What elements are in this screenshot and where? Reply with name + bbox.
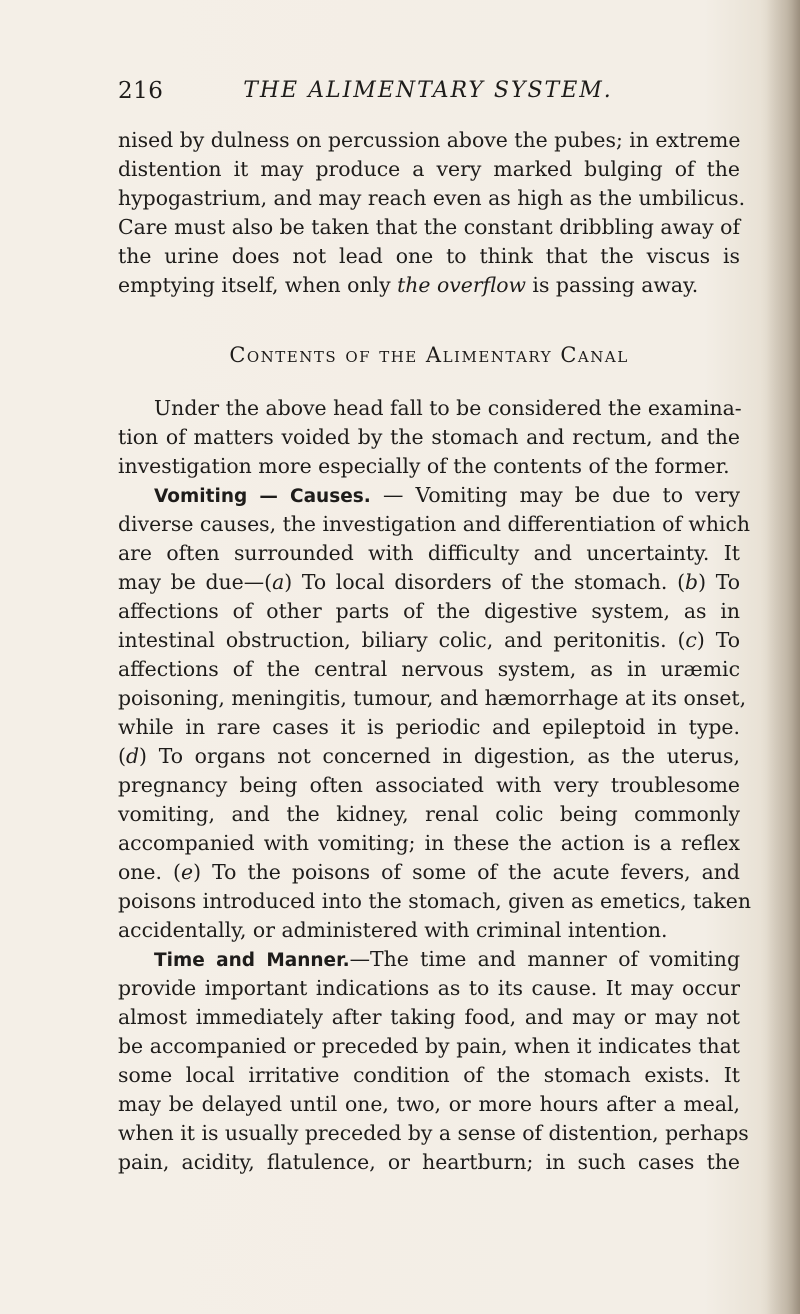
text-line: [118, 916, 740, 945]
text-line: [118, 423, 740, 452]
text-line: [118, 213, 740, 242]
text-run: ) To the poisons of some of the acute fevers, and: [193, 860, 740, 884]
text-run: distention it may produce a very marked bulging of the: [118, 157, 740, 181]
text-line: [118, 829, 740, 858]
text-run: may be due—(: [118, 570, 273, 594]
text-run: the urine does not lead one to think that the viscus is: [118, 244, 740, 268]
text-run: while in rare cases it is periodic and epileptoid in type.: [118, 715, 740, 739]
text-run: accidentally, or administered with criminal intention.: [118, 918, 668, 942]
text-line: [118, 481, 740, 510]
text-line: [118, 858, 740, 887]
text-line: [118, 394, 740, 423]
text-run: Under the above head fall to be considered the examina-: [154, 396, 742, 420]
text-line: [118, 800, 740, 829]
italic-text: the overflow: [397, 273, 526, 297]
text-run: when it is usually preceded by a sense of distention, perhaps: [118, 1121, 749, 1145]
text-run: be accompanied or preceded by pain, when it indicates that: [118, 1034, 740, 1058]
page-number: 216: [118, 78, 164, 104]
text-run: is passing away.: [525, 273, 699, 297]
page-header: [118, 78, 738, 112]
text-run: poisons introduced into the stomach, given as emetics, taken: [118, 889, 751, 913]
text-run: investigation more especially of the contents of the former.: [118, 454, 730, 478]
text-line: [118, 1119, 749, 1148]
text-run: one. (: [118, 860, 181, 884]
text-line: [118, 510, 751, 539]
body-text: [118, 126, 751, 1177]
text-run: may be delayed until one, two, or more hours after a meal,: [118, 1092, 740, 1116]
text-run: ) To: [696, 628, 741, 652]
text-run: provide important indications as to its cause. It may occur: [118, 976, 740, 1000]
italic-text: b: [685, 570, 699, 594]
text-run: pregnancy being often associated with very troublesome: [118, 773, 740, 797]
text-run: intestinal obstruction, biliary colic, and peritonitis. (: [118, 628, 686, 652]
text-line: [118, 945, 740, 974]
italic-text: c: [685, 628, 697, 652]
text-line: [118, 539, 740, 568]
italic-text: d: [125, 744, 140, 768]
text-line: [118, 452, 740, 481]
text-run: pain, acidity, flatulence, or heartburn; in such cases the: [118, 1150, 740, 1174]
page-edge-shadow: [766, 0, 800, 1314]
text-run: Care must also be taken that the constant dribbling away of: [118, 215, 740, 239]
paragraph-heading: Time and Manner.: [154, 950, 350, 971]
text-line: [118, 655, 740, 684]
text-run: are often surrounded with difficulty and uncertainty. It: [118, 541, 740, 565]
text-line: [118, 242, 740, 271]
text-run: accompanied with vomiting; in these the action is a reflex: [118, 831, 740, 855]
text-line: [118, 742, 740, 771]
text-run: ) To organs not concerned in digestion, as the uterus,: [139, 744, 740, 768]
text-run: hypogastrium, and may reach even as high as the umbilicus.: [118, 186, 746, 210]
text-run: emptying itself, when only: [118, 273, 398, 297]
text-run: vomiting, and the kidney, renal colic being commonly: [118, 802, 740, 826]
text-line: [118, 1003, 740, 1032]
text-line: [118, 1148, 740, 1177]
text-run: (: [118, 744, 126, 768]
text-line: [118, 126, 740, 155]
text-run: almost immediately after taking food, and may or may not: [118, 1005, 740, 1029]
text-line: [118, 713, 740, 742]
text-run: ) To local disorders of the stomach. (: [284, 570, 686, 594]
text-run: diverse causes, the investigation and differentiation of which: [118, 512, 751, 536]
text-line: [118, 974, 740, 1003]
text-line: [118, 684, 747, 713]
text-run: poisoning, meningitis, tumour, and hæmorrhage at its onset,: [118, 686, 747, 710]
text-line: [118, 1090, 740, 1119]
text-line: [118, 568, 740, 597]
text-run: affections of other parts of the digestive system, as in: [118, 599, 740, 623]
text-line: [118, 597, 740, 626]
text-run: affections of the central nervous system, as in uræmic: [118, 657, 740, 681]
paragraph-heading: Vomiting — Causes.: [154, 486, 371, 507]
text-run: some local irritative condition of the stomach exists. It: [118, 1063, 740, 1087]
text-run: nised by dulness on percussion above the pubes; in extreme: [118, 128, 741, 152]
section-heading: Contents of the Alimentary Canal: [229, 343, 629, 367]
text-run: ) To: [698, 570, 741, 594]
italic-text: e: [180, 860, 194, 884]
text-line: [118, 271, 740, 300]
text-run: — Vomiting may be due to very: [370, 483, 740, 507]
text-line: [118, 184, 746, 213]
text-line: [118, 626, 740, 655]
text-run: —The time and manner of vomiting: [349, 947, 740, 971]
text-line: [118, 1032, 740, 1061]
text-line: [118, 1061, 740, 1090]
text-line: [118, 771, 740, 800]
text-line: [118, 155, 740, 184]
text-line: [118, 887, 751, 916]
running-head: THE ALIMENTARY SYSTEM.: [243, 78, 613, 103]
text-run: tion of matters voided by the stomach and rectum, and the: [118, 425, 740, 449]
italic-text: a: [272, 570, 285, 594]
